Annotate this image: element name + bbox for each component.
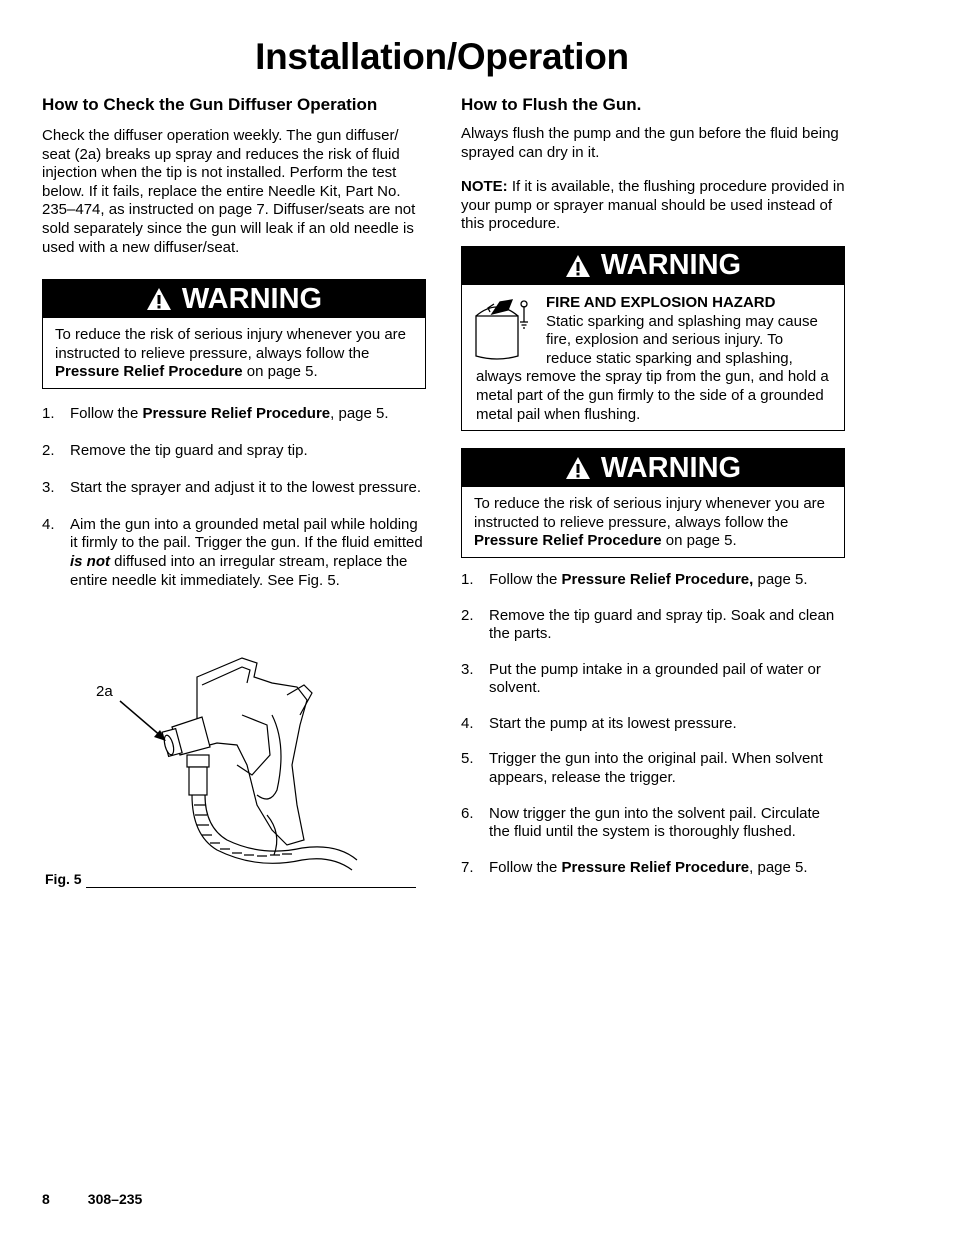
list-item: 1. Follow the Pressure Relief Procedure, page 5. bbox=[42, 404, 389, 422]
diffuser-section-heading: How to Check the Gun Diffuser Operation bbox=[42, 95, 378, 114]
right-column bbox=[461, 94, 845, 877]
grounded-pail-icon bbox=[472, 294, 540, 364]
warning-header bbox=[462, 247, 844, 285]
left-column bbox=[42, 94, 426, 590]
callout-2a: 2a bbox=[96, 683, 113, 700]
figure-caption: Fig. 5 bbox=[45, 871, 82, 887]
list-item: 2. Remove the tip guard and spray tip. Soak and clean the parts. bbox=[461, 606, 835, 643]
warning-header bbox=[43, 280, 425, 318]
list-item: 5. Trigger the gun into the original pail. When solvent appears, release the trigger. bbox=[461, 750, 823, 787]
list-item: 2. Remove the tip guard and spray tip. bbox=[42, 441, 308, 459]
flush-steps-list bbox=[461, 571, 845, 878]
page-title: Installation/Operation bbox=[255, 36, 629, 77]
fire-hazard-warning-box bbox=[461, 246, 845, 431]
document-number: 308–235 bbox=[87, 1191, 143, 1207]
warning-label: WARNING bbox=[181, 282, 323, 315]
list-item: 3. Put the pump intake in a grounded pail of water or solvent. bbox=[461, 660, 821, 697]
list-item: 4. Start the pump at its lowest pressure. bbox=[461, 714, 737, 732]
diffuser-intro-text: Check the diffuser operation weekly. The gun diffuser/ seat (2a) breaks up spray and reduces the risk of fluid injection when the tip is not installed. Perform the test below. If it fails, replace the entire Needle Kit, Part No. 235–474, as instructed on page 7. Diffuser/seats are not sold separately since the gun will leak if an old needle is used with a new diffuser/seat. bbox=[42, 127, 416, 256]
list-item: 3. Start the sprayer and adjust it to the lowest pressure. bbox=[42, 479, 422, 497]
list-item: 7. Follow the Pressure Relief Procedure, page 5. bbox=[461, 858, 808, 876]
pressure-warning-box bbox=[42, 279, 426, 389]
hazard-text: Static sparking and splashing may cause fire, explosion and serious injury. To reduce static sparking and splashing, always remove the spray tip from the gun, and hold a metal part of the gun firmly to the side of a grounded metal pail when flushing. bbox=[476, 312, 829, 423]
figure-5 bbox=[42, 655, 418, 890]
warning-triangle-icon bbox=[565, 456, 591, 480]
flush-note: NOTE: If it is available, the flushing procedure provided in your pump or sprayer manual should be used instead of this procedure. bbox=[461, 178, 845, 233]
page-number: 8 bbox=[42, 1191, 50, 1207]
flush-intro-text: Always flush the pump and the gun before the fluid being sprayed can dry in it. bbox=[461, 125, 839, 161]
warning-header bbox=[462, 449, 844, 487]
warning-triangle-icon bbox=[146, 287, 172, 311]
list-item: 1. Follow the Pressure Relief Procedure, page 5. bbox=[461, 570, 808, 588]
warning-text: To reduce the risk of serious injury whenever you are instructed to relieve pressure, always follow the Pressure Relief Procedure on page 5. bbox=[55, 326, 407, 381]
hazard-title: FIRE AND EXPLOSION HAZARD bbox=[546, 293, 776, 311]
warning-text: To reduce the risk of serious injury whenever you are instructed to relieve pressure, always follow the Pressure Relief Procedure on page 5. bbox=[474, 495, 826, 550]
warning-label: WARNING bbox=[600, 451, 742, 484]
list-item: 4. Aim the gun into a grounded metal pail while holding it firmly to the pail. Trigger the gun. If the fluid emitted is not diffused into an irregular stream, replace the entire needle kit immediately. See Fig. 5. bbox=[42, 515, 423, 589]
figure-rule bbox=[86, 887, 416, 888]
diffuser-steps-list bbox=[42, 405, 426, 590]
flush-section-heading: How to Flush the Gun. bbox=[461, 95, 642, 114]
pressure-warning-box-2 bbox=[461, 448, 845, 558]
warning-triangle-icon bbox=[565, 254, 591, 278]
warning-label: WARNING bbox=[600, 249, 742, 282]
page-footer bbox=[42, 1191, 180, 1207]
hazard-content bbox=[462, 285, 844, 430]
list-item: 6. Now trigger the gun into the solvent pail. Circulate the fluid until the system is thoroughly flushed. bbox=[461, 804, 821, 841]
